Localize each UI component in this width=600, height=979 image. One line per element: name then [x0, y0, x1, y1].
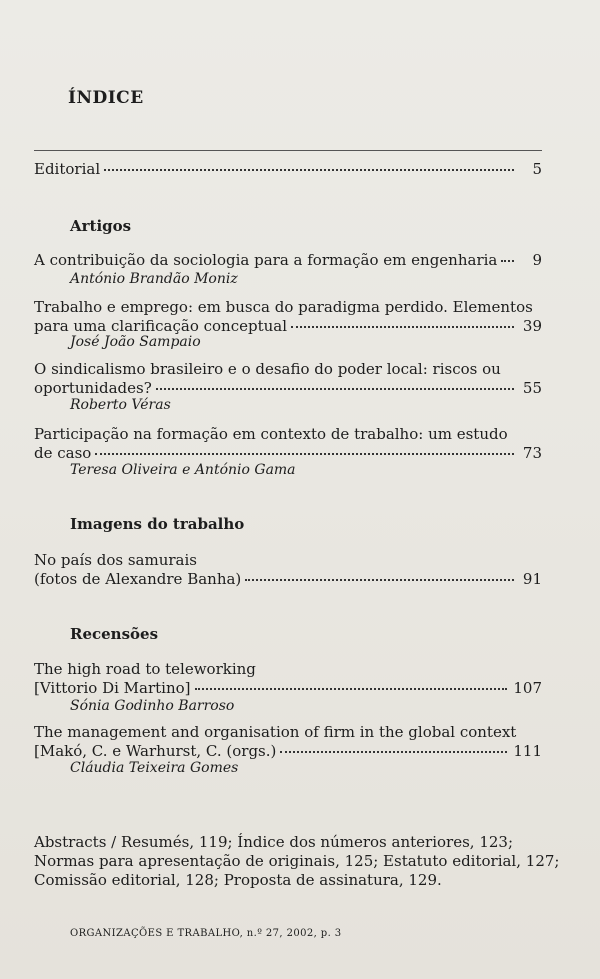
- entry-title: [Vittorio Di Martino]: [34, 679, 191, 697]
- page-number: 73: [522, 444, 542, 462]
- entry-title-line: O sindicalismo brasileiro e o desafio do poder local: riscos ou: [34, 360, 501, 378]
- toc-entry: [34, 569, 542, 589]
- entry-title: A contribuição da sociologia para a formação em engenharia: [34, 251, 498, 269]
- page-number: 39: [522, 317, 542, 335]
- dot-leader: [291, 326, 514, 328]
- entry-author: José João Sampaio: [70, 334, 201, 350]
- toc-entry-editorial: [34, 159, 542, 179]
- entry-title: Editorial: [34, 160, 101, 178]
- toc-entry: [34, 378, 542, 398]
- entry-author: Roberto Véras: [70, 397, 171, 413]
- entry-author: Cláudia Teixeira Gomes: [70, 760, 239, 776]
- page-number: 91: [522, 570, 542, 588]
- page-number: 5: [532, 160, 542, 178]
- dot-leader: [104, 169, 514, 171]
- page-number: 111: [513, 742, 542, 760]
- entry-author: Sónia Godinho Barroso: [70, 698, 235, 714]
- entry-author: António Brandão Moniz: [70, 271, 238, 287]
- section-heading-recensoes: Recensões: [70, 625, 159, 643]
- dot-leader: [501, 260, 514, 262]
- running-footer: ORGANIZAÇÕES E TRABALHO, n.º 27, 2002, p. 3: [70, 928, 342, 939]
- section-heading-imagens: Imagens do trabalho: [70, 515, 245, 533]
- toc-entry: [34, 443, 542, 463]
- page-title: ÍNDICE: [68, 88, 144, 108]
- entry-title: para uma clarificação conceptual: [34, 317, 288, 335]
- toc-entry: [34, 741, 542, 761]
- page-number: 55: [522, 379, 542, 397]
- page-number: 107: [513, 679, 542, 697]
- entry-title-line: The management and organisation of firm in the global context: [34, 723, 517, 741]
- entry-title-line: The high road to teleworking: [34, 660, 256, 678]
- entry-title: de caso: [34, 444, 92, 462]
- dot-leader: [245, 579, 514, 581]
- back-matter-line: Abstracts / Resumés, 119; Índice dos números anteriores, 123;: [34, 833, 513, 851]
- toc-entry: [34, 678, 542, 698]
- entry-title: [Makó, C. e Warhurst, C. (orgs.): [34, 742, 277, 760]
- entry-title-line: Trabalho e emprego: em busca do paradigma perdido. Elementos: [34, 298, 533, 316]
- dot-leader: [95, 453, 514, 455]
- dot-leader: [195, 688, 508, 690]
- top-divider: [34, 150, 542, 151]
- back-matter-line: Comissão editorial, 128; Proposta de assinatura, 129.: [34, 871, 442, 889]
- section-heading-artigos: Artigos: [70, 217, 132, 235]
- back-matter-line: Normas para apresentação de originais, 125; Estatuto editorial, 127;: [34, 852, 560, 870]
- entry-title-line: Participação na formação em contexto de trabalho: um estudo: [34, 425, 508, 443]
- entry-author: Teresa Oliveira e António Gama: [70, 462, 296, 478]
- entry-title: (fotos de Alexandre Banha): [34, 570, 242, 588]
- toc-entry: [34, 250, 542, 270]
- entry-title-line: No país dos samurais: [34, 551, 197, 569]
- dot-leader: [156, 388, 514, 390]
- dot-leader: [280, 751, 507, 753]
- page-number: 9: [532, 251, 542, 269]
- entry-title: oportunidades?: [34, 379, 152, 397]
